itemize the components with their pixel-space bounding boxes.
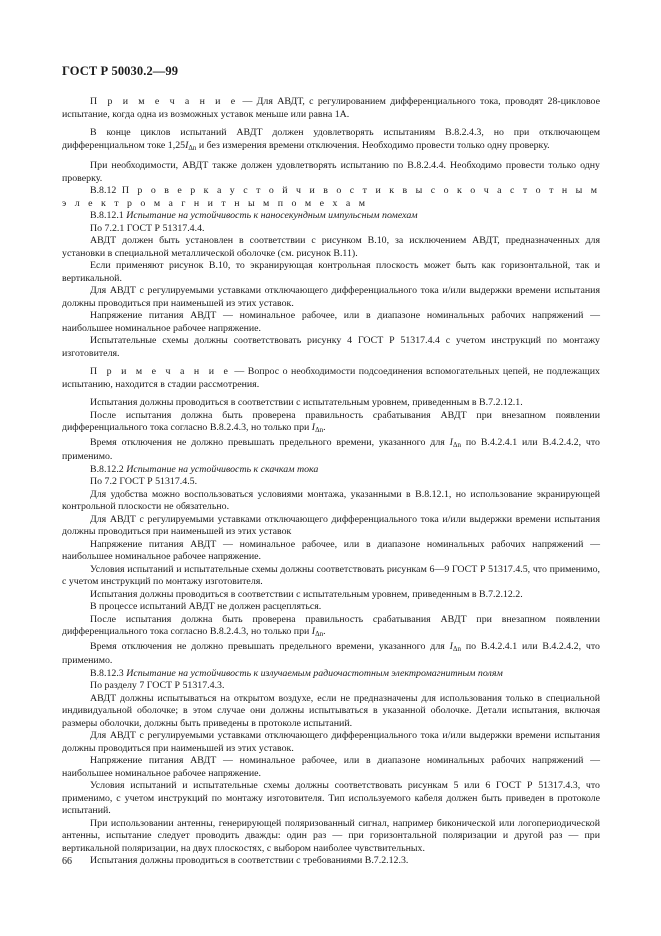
subsection-number: В.8.12.2 [90,463,127,475]
paragraph [62,437,600,464]
subsection-number: В.8.12.1 [90,210,127,221]
paragraph: При необходимости, АВДТ также должен удовлетворять испытанию по В.8.2.4.4. Необходимо провести только одну проверку. [62,160,600,184]
paragraph: Для АВДТ с регулируемыми уставками отключающего дифференциального тока и/или выдержки времени испытания должны проводиться при наименьшей из этих уставок. [62,285,600,309]
reference-line: По 7.2.1 ГОСТ Р 51317.4.4. [90,222,205,234]
paragraph: АВДТ должны испытываться на открытом воздухе, если не предназначены для использования только в специальной индивидуальной оболочке; в этом случае они должны испытываться в указанной оболочке. Детали испытания, включая размеры оболочки, должны быть приведены в протоколе испытаний. [62,692,600,729]
text-run: После испытания должна быть проверена правильность срабатывания АВДТ при внезапном появлении дифференциального тока согласно В.8.2.4.3, но только при [62,409,600,433]
paragraph: Напряжение питания АВДТ — номинальное рабочее, или в диапазоне номинальных рабочих напряжений — наибольшее номинальное рабочее напряжение. [62,310,600,334]
text-run: по В.4.2.4.1 или В.4.2.4.2, что применимо. [62,640,600,666]
paragraph: Для АВДТ с регулируемыми уставками отключающего дифференциального тока и/или выдержки времени испытания должны проводиться при наименьшей из этих уставок. [62,730,600,754]
paragraph [62,127,600,154]
current-symbol: I [311,626,316,637]
paragraph: Условия испытаний и испытательные схемы должны соответствовать рисункам 6—9 ГОСТ Р 51317.4.5, что применимо, с учетом инструкций по монтажу изготовителя. [62,563,600,587]
current-symbol: I [449,436,453,448]
current-symbol: I [311,422,316,433]
section-number: В.8.12 [90,185,117,196]
note-text: — Вопрос о необходимости подсоединения вспомогательных цепей, не подлежащих испытанию, находится в стадии рассмотрения. [62,366,600,390]
paragraph: При использовании антенны, генерирующей поляризованный сигнал, например биконической или логопериодической антенны, испытание следует проводить дважды: один раз — при горизонтальной поляризации и другой раз — при вертикальной поляризации, на двух плоскостях, с выбором наиболее чувствительных. [62,817,600,854]
subsection-title: Испытание на устойчивость к скачкам тока [126,463,319,475]
reference-line: По разделу 7 ГОСТ Р 51317.4.3. [90,680,225,691]
paragraph: Испытательные схемы должны соответствовать рисунку 4 ГОСТ Р 51317.4.4 с учетом инструкций по монтажу изготовителя. [62,335,600,359]
subsection-number: В.8.12.3 [90,667,127,679]
note-paragraph [62,366,600,391]
subsection-heading-b8121 [62,210,600,223]
paragraph: В процессе испытаний АВДТ не должен расцепляться. [90,601,322,612]
note-paragraph [62,96,600,121]
text-run: и без измерения времени отключения. Необходимо провести только одну проверку. [196,139,550,151]
subsection-title: Испытание на устойчивость к наносекундным импульсным помехам [126,210,418,221]
current-symbol: I [449,640,453,652]
note-label: П р и м е ч а н и е [90,96,239,107]
paragraph [62,410,600,437]
paragraph: Условия испытаний и испытательные схемы должны соответствовать рисункам 5 или 6 ГОСТ Р 51317.4.3, что применимо, с учетом инструкций по монтажу изготовителя. Тип используемого кабеля должен быть приведен в протоколе испытаний. [62,780,600,816]
current-subscript: Δn [315,426,324,434]
current-subscript: Δn [315,630,324,638]
text-run: по В.4.2.4.1 или В.4.2.4.2, что применимо. [62,436,600,462]
page-body [62,96,600,868]
paragraph: Для удобства можно воспользоваться условиями монтажа, указанными в В.8.12.1, но использование экранирующей контрольной плоскости не обязательно. [62,488,600,512]
text-run: В конце циклов испытаний АВДТ должен удовлетворять испытаниям В.8.2.4.3, но при отключающем дифференциальном токе [62,127,600,151]
paragraph: АВДТ должен быть установлен в соответствии с рисунком В.10, за исключением АВДТ, предназначенных для установки в специальной металлической оболочке (см. рисунок В.11). [62,235,600,259]
paragraph: Напряжение питания АВДТ — номинальное рабочее, или в диапазоне номинальных рабочих напряжений — наибольшее номинальное рабочее напряжение. [62,755,600,779]
paragraph [62,641,600,668]
paragraph: Испытания должны проводиться в соответствии с испытательным уровнем, приведенным в В.7.2.12.1. [90,397,523,408]
paragraph: Испытания должны проводиться в соответствии с испытательным уровнем, приведенным в В.7.2.12.2. [90,588,523,600]
subsection-heading-b8123 [62,668,600,681]
paragraph: Испытания должны проводиться в соответствии с требованиями В.7.2.12.3. [90,855,409,866]
text-run: Время отключения не должно превышать предельного времени, указанного для [90,436,450,448]
current-symbol: I [185,139,189,151]
subsection-heading-b8122 [62,464,600,477]
text-run: Время отключения не должно превышать предельного времени, указанного для [90,640,450,652]
text-run: . [323,422,326,433]
current-subscript: Δn [452,440,461,449]
note-label: П р и м е ч а н и е [90,366,231,377]
paragraph: Для АВДТ с регулируемыми уставками отключающего дифференциального тока и/или выдержки времени испытания должны проводиться при наименьшей из этих уставок [62,513,600,537]
paragraph [62,614,600,641]
current-subscript: Δn [188,143,197,152]
paragraph: Если применяют рисунок В.10, то экранирующая контрольная плоскость может быть как горизонтальной, так и вертикальной. [62,260,600,284]
note-text: — Для АВДТ, с регулированием дифференциального тока, проводят 28-цикловое испытание, когда одна из возможных уставок меньше или равна 1А. [62,96,600,120]
section-heading-b812 [62,185,600,210]
paragraph: Напряжение питания АВДТ — номинальное рабочее, или в диапазоне номинальных рабочих напряжений — наибольшее номинальное рабочее напряжение. [62,538,600,562]
reference-line: По 7.2 ГОСТ Р 51317.4.5. [90,476,198,487]
text-run: После испытания должна быть проверена правильность срабатывания АВДТ при внезапном появлении дифференциального тока согласно В.8.2.4.3, но только при [62,613,600,637]
page-header-standard-title: ГОСТ Р 50030.2—99 [62,64,179,78]
subsection-title: Испытание на устойчивость к излучаемым радиочастотным электромагнитным полям [126,667,503,679]
current-subscript: Δn [452,644,461,653]
coef-value: 1,25 [167,139,186,151]
text-run: . [323,626,326,637]
page-number: 66 [62,856,72,867]
section-title: П р о в е р к а у с т о й ч и в о с т и к в ы с о к о ч а с т о т н ы м э л е к т р о м а г н и т н ы м п о м е х а м [62,185,600,209]
